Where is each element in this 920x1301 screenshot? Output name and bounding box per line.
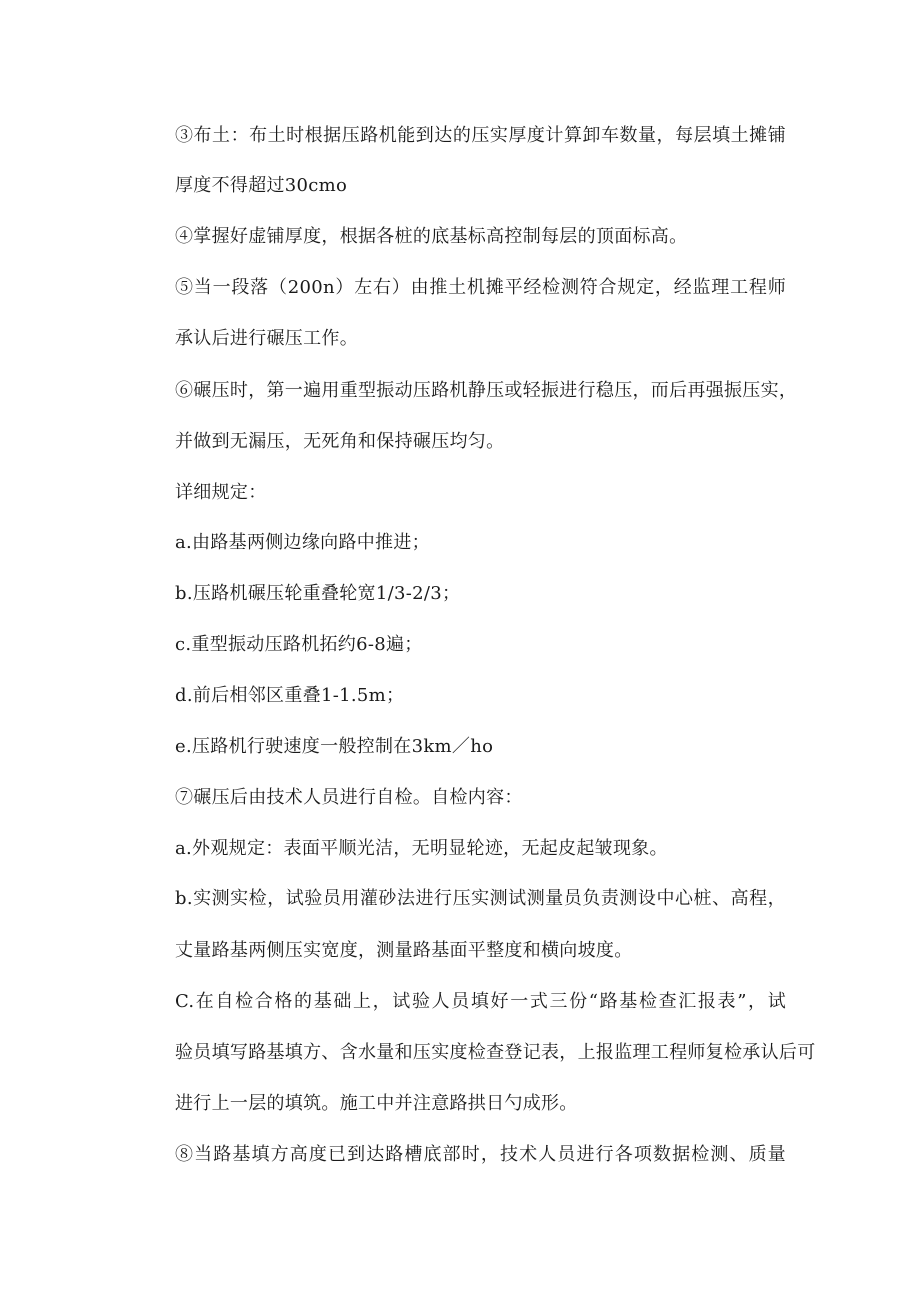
paragraph-8-line-1: ⑧当路基填方高度已到达路槽底部时，技术人员进行各项数据检测、质量 [175, 1144, 786, 1165]
paragraph-3-line-1: ③布土：布土时根据压路机能到达的压实厚度计算卸车数量，每层填土摊铺 [175, 125, 786, 146]
rules-heading: 详细规定： [175, 482, 267, 503]
rule-c: c.重型振动压路机拓约6-8遍； [175, 634, 423, 655]
inspection-c-line-3: 进行上一层的填筑。施工中并注意路拱日勺成形。 [175, 1093, 578, 1114]
paragraph-6-line-2: 并做到无漏压，无死角和保持碾压均匀。 [175, 431, 505, 452]
inspection-c-line-1: C.在自检合格的基础上，试验人员填好一式三份“路基检查汇报表”，试 [175, 991, 786, 1012]
rule-b: b.压路机碾压轮重叠轮宽1/3-2/3； [175, 583, 461, 604]
rule-e: e.压路机行驶速度一般控制在3km／ho [175, 736, 494, 757]
inspection-b-line-1: b.实测实检，试验员用灌砂法进行压实测试测量员负责测设中心桩、高程， [175, 888, 786, 909]
rule-a: a.由路基两侧边缘向路中推进； [175, 532, 430, 553]
paragraph-5-line-2: 承认后进行碾压工作。 [175, 328, 358, 349]
rule-d: d.前后相邻区重叠1-1.5m； [175, 685, 405, 706]
inspection-b-line-2: 丈量路基两侧压实宽度，测量路基面平整度和横向坡度。 [175, 940, 633, 961]
paragraph-5-line-1: ⑤当一段落（200n）左右）由推土机摊平经检测符合规定，经监理工程师 [175, 277, 786, 298]
paragraph-4-line-1: ④掌握好虚铺厚度，根据各桩的底基标高控制每层的顶面标高。 [175, 226, 688, 247]
paragraph-7-line-1: ⑦碾压后由技术人员进行自检。自检内容： [175, 787, 523, 808]
inspection-a: a.外观规定：表面平顺光洁，无明显轮迹，无起皮起皱现象。 [175, 838, 668, 859]
inspection-c-line-2: 验员填写路基填方、含水量和压实度检查登记表，上报监理工程师复检承认后可 [175, 1042, 816, 1063]
paragraph-6-line-1: ⑥碾压时，第一遍用重型振动压路机静压或轻振进行稳压，而后再强振压实， [175, 380, 798, 401]
paragraph-3-line-2: 厚度不得超过30cmo [175, 175, 348, 196]
